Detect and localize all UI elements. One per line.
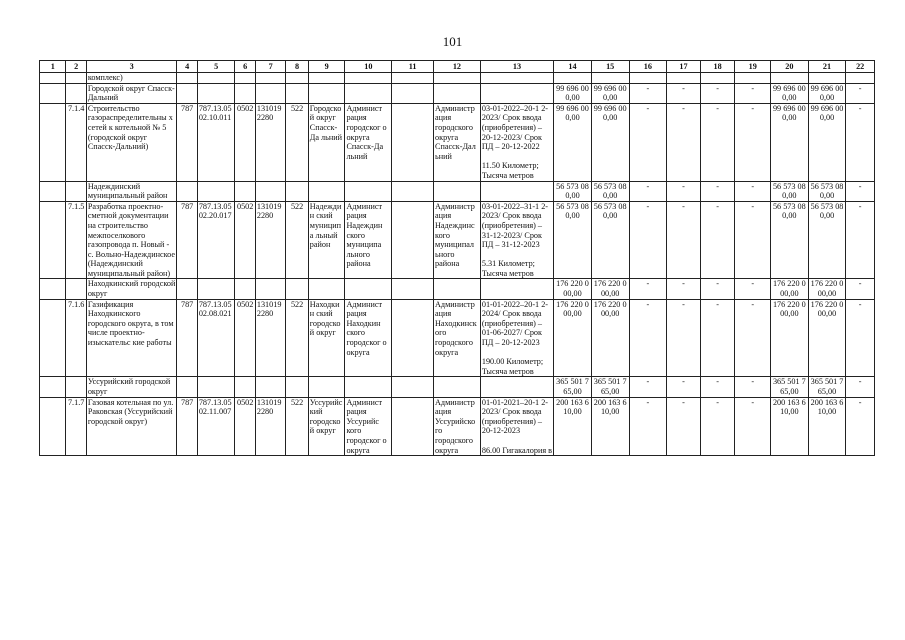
cell-c19: - (735, 103, 771, 181)
cell-c16 (629, 73, 667, 84)
cell-c8 (286, 181, 308, 201)
cell-c5 (197, 181, 235, 201)
cell-c21: 56 573 08 0,00 (808, 201, 846, 279)
cell-c16: - (629, 201, 667, 279)
cell-c17 (667, 73, 701, 84)
cell-c9 (308, 83, 345, 103)
cell-c15 (591, 73, 629, 84)
page-number: 101 (442, 34, 463, 49)
column-header-11: 11 (392, 61, 434, 73)
cell-c11 (392, 299, 434, 377)
column-header-21: 21 (808, 61, 846, 73)
column-header-5: 5 (197, 61, 235, 73)
cell-num: 7.1.4 (66, 103, 86, 181)
cell-c19: - (735, 83, 771, 103)
cell-c10 (345, 73, 392, 84)
cell-c18: - (700, 83, 735, 103)
cell-c10: Админист рация Уссурийс кого городског о округа (345, 397, 392, 456)
column-header-16: 16 (629, 61, 667, 73)
cell-name: Газификация Находкинского городского округа, в том числе проектно-изыскательс кие работы (86, 299, 177, 377)
cell-c22: - (846, 83, 875, 103)
cell-c21: 99 696 00 0,00 (808, 83, 846, 103)
cell-col1 (40, 377, 66, 397)
cell-c16: - (629, 181, 667, 201)
cell-col1 (40, 73, 66, 84)
column-header-18: 18 (700, 61, 735, 73)
cell-col1 (40, 103, 66, 181)
column-header-6: 6 (235, 61, 255, 73)
column-header-3: 3 (86, 61, 177, 73)
cell-c6 (235, 377, 255, 397)
cell-c12 (434, 279, 481, 299)
table-row-subtotal (40, 73, 875, 84)
cell-c7: 131019 2280 (255, 299, 286, 377)
table-row-item (40, 201, 875, 279)
cell-c15: 176 220 0 00,00 (591, 279, 629, 299)
cell-c18: - (700, 201, 735, 279)
column-header-9: 9 (308, 61, 345, 73)
cell-c8: 522 (286, 397, 308, 456)
cell-name: комплекс) (86, 73, 177, 84)
column-header-7: 7 (255, 61, 286, 73)
cell-c19: - (735, 279, 771, 299)
cell-c7 (255, 377, 286, 397)
cell-c9 (308, 279, 345, 299)
cell-c17: - (667, 397, 701, 456)
cell-c18 (700, 73, 735, 84)
cell-c22: - (846, 103, 875, 181)
cell-c18: - (700, 279, 735, 299)
cell-c21: 99 696 00 0,00 (808, 103, 846, 181)
cell-c22: - (846, 201, 875, 279)
cell-c7: 131019 2280 (255, 397, 286, 456)
cell-col1 (40, 181, 66, 201)
cell-c11 (392, 181, 434, 201)
cell-c17: - (667, 279, 701, 299)
cell-name: Газовая котельная по ул. Раковская (Уссурийский городской округ) (86, 397, 177, 456)
cell-c16: - (629, 397, 667, 456)
cell-c15: 99 696 00 0,00 (591, 103, 629, 181)
cell-c14: 99 696 00 0,00 (554, 103, 592, 181)
cell-name: Надеждинский муниципальный район (86, 181, 177, 201)
cell-c13 (480, 181, 553, 201)
cell-c20: 176 220 0 00,00 (771, 299, 809, 377)
cell-c9: Находкин ский городской округ (308, 299, 345, 377)
cell-c11 (392, 83, 434, 103)
column-header-17: 17 (667, 61, 701, 73)
column-header-22: 22 (846, 61, 875, 73)
column-header-15: 15 (591, 61, 629, 73)
table-row-subtotal (40, 181, 875, 201)
cell-c22: - (846, 279, 875, 299)
cell-c18: - (700, 397, 735, 456)
cell-c12: Администр ация Находкинск ого городского округа (434, 299, 481, 377)
cell-num: 7.1.5 (66, 201, 86, 279)
table-body (40, 73, 875, 456)
cell-c21 (808, 73, 846, 84)
cell-c18: - (700, 377, 735, 397)
cell-name: Разработка проектно-сметной документации на строительство межпоселкового газопровода п. Новый - с. Вольно-Надеждинское (Надеждинский муниципальный район) (87, 201, 175, 278)
cell-c9 (308, 73, 345, 84)
program-table (39, 60, 875, 456)
cell-c11 (392, 103, 434, 181)
column-header-4: 4 (177, 61, 197, 73)
cell-c12 (434, 181, 481, 201)
column-header-13: 13 (480, 61, 553, 73)
cell-c16: - (629, 83, 667, 103)
cell-c10 (345, 377, 392, 397)
cell-c10 (345, 181, 392, 201)
cell-c5: 787.13.05 02.20.017 (197, 201, 235, 279)
cell-c6 (235, 73, 255, 84)
cell-c7: 131019 2280 (255, 201, 286, 279)
cell-c7 (255, 181, 286, 201)
cell-c5 (197, 279, 235, 299)
cell-c13: 01-01-2021–20-1 2-2023/ Срок ввода (приобретения) – 20-12-2023 86.00 Гигакалория в (481, 397, 553, 455)
cell-c9: Надеждин ский муниципа льный район (308, 201, 345, 279)
cell-c10: Админист рация Надеждин ского муниципа льного района (345, 201, 392, 279)
cell-c11 (392, 397, 434, 456)
cell-c13: 01-01-2022–20-1 2-2024/ Срок ввода (приобретения) – 01-06-2027/ Срок ПД – 20-12-2023 190.00 Километр; Тысяча метров (480, 299, 553, 377)
column-header-19: 19 (735, 61, 771, 73)
column-header-1: 1 (40, 61, 66, 73)
cell-c12: Администр ация Уссурийско го городского округа (434, 397, 481, 456)
cell-c14: 176 220 0 00,00 (554, 299, 592, 377)
cell-c13 (480, 377, 553, 397)
cell-c13 (480, 279, 553, 299)
cell-c15: 176 220 0 00,00 (591, 299, 629, 377)
cell-c12: Администр ация городского округа Спасск-Дал ьний (434, 103, 481, 181)
cell-c20: 99 696 00 0,00 (771, 83, 809, 103)
table-row-subtotal (40, 279, 875, 299)
cell-c12 (434, 377, 481, 397)
cell-c17: - (667, 201, 701, 279)
cell-c12: Администр ация Надеждинс кого муниципал ьного района (434, 201, 481, 279)
column-header-2: 2 (66, 61, 86, 73)
cell-c17: - (667, 103, 701, 181)
cell-c5 (197, 83, 235, 103)
cell-c15: 56 573 08 0,00 (591, 201, 629, 279)
cell-c6 (235, 83, 255, 103)
cell-c7 (255, 73, 286, 84)
cell-c8: 522 (286, 299, 308, 377)
table-row-item (40, 299, 875, 377)
cell-c8 (286, 73, 308, 84)
cell-c19: - (735, 397, 771, 456)
cell-c20 (771, 73, 809, 84)
cell-c4: 787 (177, 299, 197, 377)
cell-c12 (434, 83, 481, 103)
cell-c21: 56 573 08 0,00 (808, 181, 846, 201)
cell-c18: - (700, 299, 735, 377)
cell-num: 7.1.7 (66, 397, 86, 456)
cell-name: Городской округ Спасск-Дальний (86, 83, 177, 103)
cell-c7: 131019 2280 (255, 103, 286, 181)
column-header-8: 8 (286, 61, 308, 73)
cell-c6: 0502 (235, 103, 255, 181)
cell-c14: 200 163 6 10,00 (554, 397, 592, 456)
cell-c13 (480, 73, 553, 84)
cell-c17: - (667, 377, 701, 397)
cell-c10 (345, 279, 392, 299)
cell-c5: 787.13.05 02.08.021 (197, 299, 235, 377)
cell-c10: Админист рация Находкин ского городског о округа (345, 299, 392, 377)
cell-c13: 03-01-2022–20-1 2-2023/ Срок ввода (приобретения) – 20-12-2023/ Срок ПД – 20-12-2022 11.50 Километр; Тысяча метров (480, 103, 553, 181)
column-header-12: 12 (434, 61, 481, 73)
cell-c5 (197, 73, 235, 84)
cell-c5: 787.13.05 02.11.007 (197, 397, 235, 456)
cell-c14: 99 696 00 0,00 (554, 83, 592, 103)
cell-c14: 365 501 7 65,00 (554, 377, 592, 397)
cell-c8 (286, 279, 308, 299)
cell-c11 (392, 279, 434, 299)
cell-c21: 365 501 7 65,00 (808, 377, 846, 397)
cell-c12 (434, 73, 481, 84)
cell-c5: 787.13.05 02.10.011 (197, 103, 235, 181)
cell-c22: - (846, 377, 875, 397)
cell-c21: 176 220 0 00,00 (808, 299, 846, 377)
cell-c20: 200 163 6 10,00 (771, 397, 809, 456)
cell-col1 (40, 397, 66, 456)
cell-c20: 176 220 0 00,00 (771, 279, 809, 299)
cell-c6: 0502 (235, 397, 255, 456)
cell-c4 (177, 279, 197, 299)
cell-c17: - (667, 299, 701, 377)
cell-c11 (392, 73, 434, 84)
cell-c15: 99 696 00 0,00 (591, 83, 629, 103)
header-row (40, 61, 875, 73)
cell-c4 (177, 73, 197, 84)
cell-c6 (235, 279, 255, 299)
cell-c14: 176 220 0 00,00 (554, 279, 592, 299)
cell-c21: 176 220 0 00,00 (808, 279, 846, 299)
cell-c4: 787 (177, 103, 197, 181)
cell-num (66, 377, 86, 397)
cell-c17: - (667, 83, 701, 103)
cell-c8: 522 (286, 201, 308, 279)
cell-c4: 787 (177, 397, 197, 456)
cell-num (66, 73, 86, 84)
cell-c4 (177, 181, 197, 201)
cell-c4: 787 (177, 201, 197, 279)
cell-c16: - (629, 377, 667, 397)
cell-c8 (286, 83, 308, 103)
cell-c4 (177, 83, 197, 103)
cell-c22 (846, 73, 875, 84)
cell-c19: - (735, 181, 771, 201)
cell-c15: 56 573 08 0,00 (591, 181, 629, 201)
cell-name: Находкинский городской округ (87, 279, 176, 299)
cell-c19: - (735, 201, 771, 279)
cell-c19: - (735, 377, 771, 397)
cell-c22: - (846, 299, 875, 377)
cell-c14: 56 573 08 0,00 (554, 201, 592, 279)
cell-c9: Уссурийс кий городской округ (308, 397, 345, 456)
cell-c9 (308, 377, 345, 397)
column-header-20: 20 (771, 61, 809, 73)
cell-col1 (40, 299, 66, 377)
cell-c7 (255, 83, 286, 103)
cell-c18: - (700, 103, 735, 181)
table-row-subtotal (40, 83, 875, 103)
cell-c19: - (735, 299, 771, 377)
cell-num (66, 181, 86, 201)
cell-c6 (235, 181, 255, 201)
cell-name: Строительство газораспределительны х сетей к котельной № 5 (городской округ Спасск-Дальний) (86, 103, 177, 181)
cell-col1 (40, 83, 66, 103)
cell-c9: Городско й округ Спасск-Да льний (308, 103, 345, 181)
cell-c14: 56 573 08 0,00 (554, 181, 592, 201)
cell-c17: - (667, 181, 701, 201)
table-row-subtotal (40, 377, 875, 397)
cell-c20: 365 501 7 65,00 (771, 377, 809, 397)
cell-c15: 200 163 6 10,00 (591, 397, 629, 456)
cell-c8: 522 (286, 103, 308, 181)
cell-c10 (345, 83, 392, 103)
cell-c16: - (629, 103, 667, 181)
cell-name: Уссурийский городской округ (86, 377, 177, 397)
column-header-10: 10 (345, 61, 392, 73)
cell-c14 (554, 73, 592, 84)
cell-c13 (480, 83, 553, 103)
cell-c20: 56 573 08 0,00 (771, 201, 809, 279)
cell-c7 (255, 279, 286, 299)
column-header-14: 14 (554, 61, 592, 73)
cell-num (66, 83, 86, 103)
cell-c5 (197, 377, 235, 397)
cell-col1 (40, 279, 66, 299)
cell-c22: - (846, 397, 875, 456)
cell-c11 (392, 201, 434, 279)
cell-c8 (286, 377, 308, 397)
cell-c16: - (629, 299, 667, 377)
cell-c20: 99 696 00 0,00 (771, 103, 809, 181)
cell-c22: - (846, 181, 875, 201)
cell-c6: 0502 (235, 299, 255, 377)
table-row-item (40, 397, 875, 456)
cell-c6: 0502 (235, 201, 255, 279)
cell-c21: 200 163 6 10,00 (808, 397, 846, 456)
cell-c16: - (629, 279, 667, 299)
cell-c9 (308, 181, 345, 201)
cell-c15: 365 501 7 65,00 (591, 377, 629, 397)
cell-num (66, 279, 86, 299)
cell-c18: - (700, 181, 735, 201)
cell-num: 7.1.6 (66, 299, 86, 377)
cell-col1 (40, 201, 66, 279)
cell-c20: 56 573 08 0,00 (771, 181, 809, 201)
cell-c10: Админист рация городског о округа Спасск-Да льний (345, 103, 392, 181)
cell-c11 (392, 377, 434, 397)
cell-c13: 03-01-2022–31-1 2-2023/ Срок ввода (приобретения) – 31-12-2023/ Срок ПД – 31-12-2023 5.31 Километр; Тысяча метров (480, 201, 553, 279)
cell-c4 (177, 377, 197, 397)
table-row-item (40, 103, 875, 181)
cell-c19 (735, 73, 771, 84)
